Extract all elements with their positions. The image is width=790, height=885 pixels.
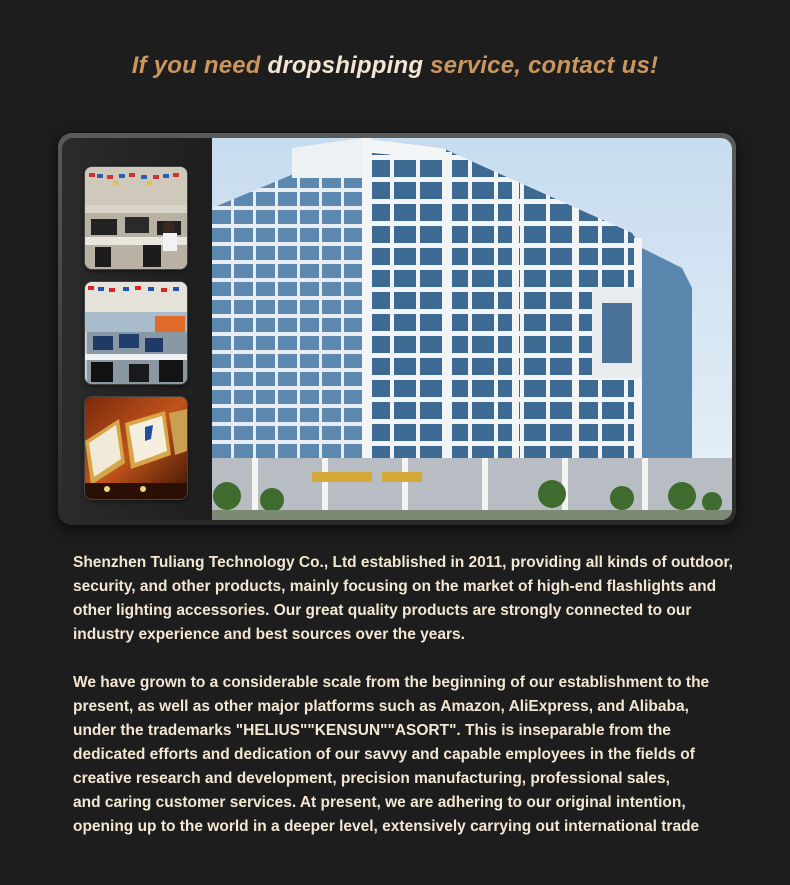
headline-prefix: If you need — [131, 52, 268, 79]
thumbnail-certificates[interactable] — [85, 397, 187, 499]
headline-emphasis: dropshipping — [267, 52, 424, 79]
headline-suffix: service, contact us! — [423, 52, 659, 79]
about-paragraph-1: Shenzhen Tuliang Technology Co., Ltd established in 2011, providing all kinds of outdoor, security, and other products, mainly focusing on the market of high-end flashlights and other lighting accessories. Our great quality products are strongly connected to our industry experience and best sources over the years. — [73, 554, 733, 643]
company-building-photo — [212, 138, 732, 520]
certificates-photo — [85, 397, 187, 499]
office-computers-photo — [85, 282, 187, 384]
photo-gallery-frame — [58, 133, 736, 525]
thumbnail-office-workspace[interactable] — [85, 167, 187, 269]
office-workspace-photo — [85, 167, 187, 269]
about-paragraph-2: We have grown to a considerable scale from the beginning of our establishment to the present, as well as other major platforms such as Amazon, AliExpress, and Alibaba, under the trademarks "HELIUS""KENSUN""ASORT". This is inseparable from the dedicated efforts and dedication of our savvy and capable employees in the fields of creative research and development, precision manufacturing, professional sales, and caring customer services. At present, we are adhering to our original intention, opening up to the world in a deeper level, extensively carrying out international trade — [73, 674, 710, 835]
headline — [0, 52, 790, 80]
thumbnail-strip — [62, 138, 212, 520]
company-description — [73, 551, 773, 863]
thumbnail-office-computers[interactable] — [85, 282, 187, 384]
main-company-photo — [212, 138, 732, 520]
